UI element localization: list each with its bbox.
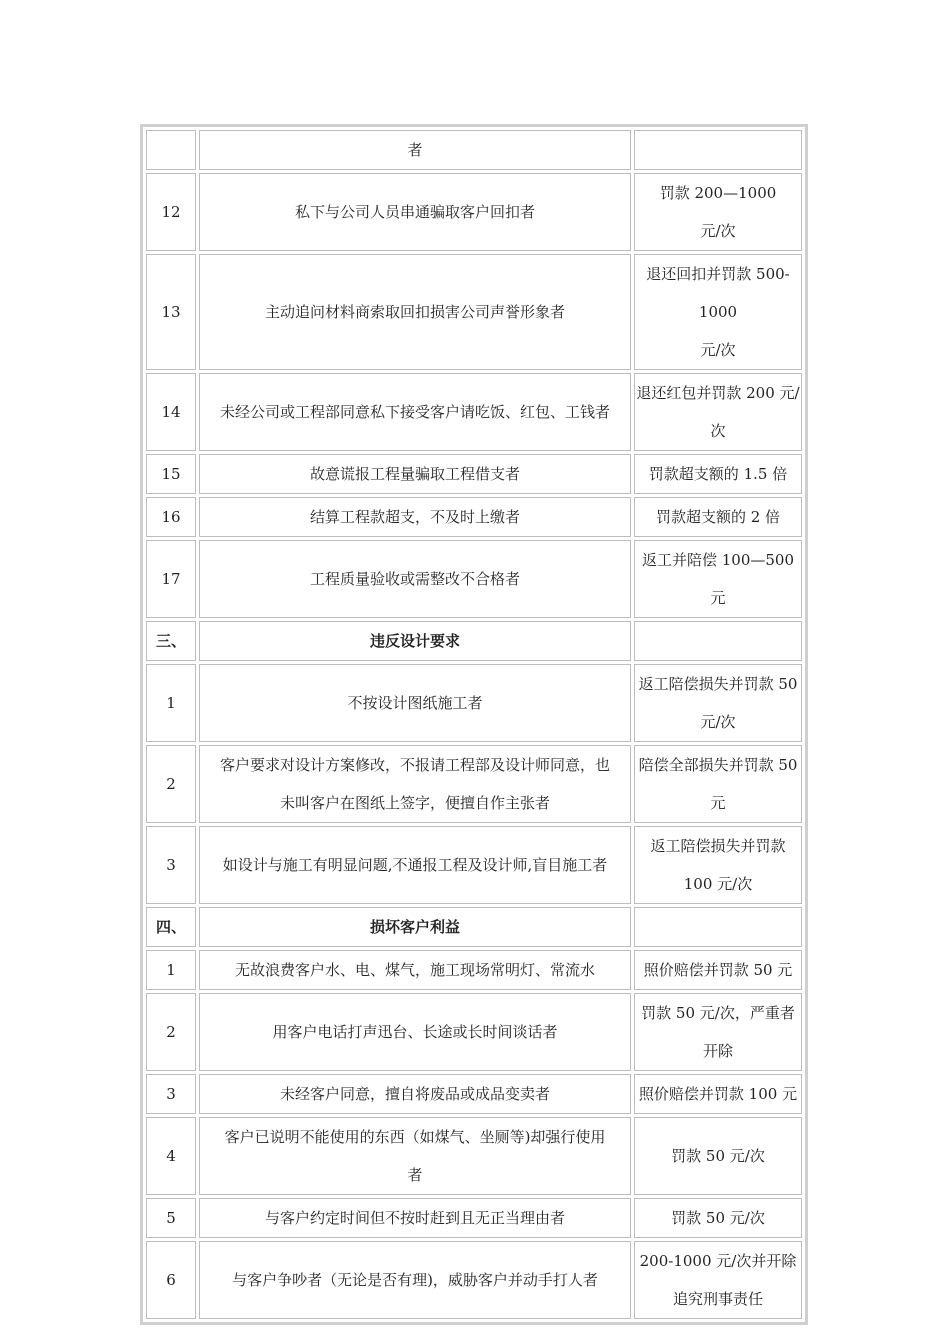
table-row [146, 993, 802, 1071]
violation-description [199, 254, 631, 370]
item-number [146, 130, 196, 170]
item-number: 13 [146, 254, 196, 370]
violation-description [199, 664, 631, 742]
penalty-line: 元/次 [700, 222, 736, 240]
penalty-line: 200-1000 元/次并开除 [639, 1252, 797, 1270]
item-number: 3 [146, 1074, 196, 1114]
penalty-cell [634, 745, 802, 823]
penalty-cell [634, 254, 802, 370]
penalty-cell [634, 130, 802, 170]
description-line: 未经客户同意，擅自将废品或成品变卖者 [279, 1085, 550, 1103]
penalty-cell [634, 826, 802, 904]
table-row [146, 130, 802, 170]
penalty-line: 元 [710, 794, 726, 812]
section-title [199, 621, 631, 661]
penalty-cell [634, 454, 802, 494]
description-line: 与客户约定时间但不按时赶到且无正当理由者 [264, 1209, 565, 1227]
violation-description [199, 130, 631, 170]
penalty-line: 开除 [702, 1042, 733, 1060]
penalty-line: 返工并陪偿 100—500 元 [641, 551, 795, 607]
penalty-cell [634, 1198, 802, 1238]
penalty-line: 罚款 50 元/次 [671, 1209, 765, 1227]
table-row [146, 1117, 802, 1195]
description-line: 工程质量验收或需整改不合格者 [309, 570, 520, 588]
penalty-line: 照价赔偿并罚款 50 元 [643, 961, 793, 979]
item-number: 2 [146, 745, 196, 823]
description-line: 未经公司或工程部同意私下接受客户请吃饭、红包、工钱者 [219, 403, 610, 421]
item-number: 16 [146, 497, 196, 537]
penalty-line: 返工陪偿损失并罚款 50 [638, 675, 798, 693]
item-number: 6 [146, 1241, 196, 1319]
table-row [146, 745, 802, 823]
penalty-line: 罚款 200—1000 [659, 184, 777, 202]
penalty-cell [634, 950, 802, 990]
penalty-line: 陪偿全部损失并罚款 50 [638, 756, 798, 774]
violation-description [199, 1198, 631, 1238]
penalty-cell [634, 1117, 802, 1195]
penalty-cell [634, 540, 802, 618]
penalty-line: 元/次 [700, 713, 736, 731]
item-number: 3 [146, 826, 196, 904]
description-line: 故意谎报工程量骗取工程借支者 [309, 465, 520, 483]
table-row [146, 173, 802, 251]
penalty-table-body [146, 130, 802, 1319]
table-row [146, 1074, 802, 1114]
item-number: 5 [146, 1198, 196, 1238]
penalty-cell [634, 1074, 802, 1114]
violation-description [199, 745, 631, 823]
description-line: 无故浪费客户水、电、煤气，施工现场常明灯、常流水 [234, 961, 595, 979]
violation-description [199, 826, 631, 904]
item-number: 14 [146, 373, 196, 451]
description-line: 客户要求对设计方案修改，不报请工程部及设计师同意，也 [219, 756, 610, 774]
penalty-cell [634, 664, 802, 742]
violation-description [199, 1074, 631, 1114]
description-line: 者 [407, 141, 423, 159]
penalty-cell [634, 1241, 802, 1319]
violation-description [199, 540, 631, 618]
description-line: 如设计与施工有明显问题,不通报工程及设计师,盲目施工者 [222, 856, 608, 874]
table-row [146, 540, 802, 618]
penalty-cell [634, 621, 802, 661]
description-line: 客户已说明不能使用的东西（如煤气、坐厕等)却强行使用 [224, 1128, 606, 1146]
violation-description [199, 950, 631, 990]
penalty-cell [634, 497, 802, 537]
penalty-line: 罚款 50 元/次 [671, 1147, 765, 1165]
description-line: 私下与公司人员串通骗取客户回扣者 [294, 203, 535, 221]
section-title [199, 907, 631, 947]
violation-description [199, 454, 631, 494]
item-number: 12 [146, 173, 196, 251]
penalty-line: 罚款超支额的 1.5 倍 [648, 465, 788, 483]
description-line: 主动追问材料商索取回扣损害公司声誉形象者 [264, 303, 565, 321]
description-line: 用客户电话打声迅台、长途或长时间谈话者 [272, 1023, 558, 1041]
description-line: 违反设计要求 [369, 632, 460, 650]
table-row [146, 826, 802, 904]
item-number: 17 [146, 540, 196, 618]
description-line: 未叫客户在图纸上签字，便擅自作主张者 [279, 794, 550, 812]
penalty-line: 元/次 [700, 341, 736, 359]
table-row [146, 454, 802, 494]
penalty-line: 返工陪偿损失并罚款 [650, 837, 786, 855]
table-row [146, 950, 802, 990]
section-header-row [146, 621, 802, 661]
description-line: 结算工程款超支，不及时上缴者 [309, 508, 520, 526]
violation-description [199, 497, 631, 537]
violation-description [199, 1117, 631, 1195]
penalty-cell [634, 173, 802, 251]
violation-description [199, 173, 631, 251]
item-number: 15 [146, 454, 196, 494]
penalty-cell [634, 373, 802, 451]
violation-description [199, 1241, 631, 1319]
description-line: 不按设计图纸施工者 [347, 694, 483, 712]
penalty-cell [634, 993, 802, 1071]
section-header-row [146, 907, 802, 947]
penalty-line: 次 [710, 422, 726, 440]
violation-description [199, 993, 631, 1071]
description-line: 损坏客户利益 [369, 918, 460, 936]
penalty-cell [634, 907, 802, 947]
item-number: 2 [146, 993, 196, 1071]
description-line: 与客户争吵者（无论是否有理)，威胁客户并动手打人者 [232, 1271, 598, 1289]
description-line: 者 [407, 1166, 423, 1184]
item-number: 4 [146, 1117, 196, 1195]
penalty-line: 罚款超支额的 2 倍 [655, 508, 781, 526]
penalty-line: 退还红包并罚款 200 元/ [636, 384, 800, 402]
penalty-line: 追究刑事责任 [672, 1290, 763, 1308]
section-number: 四、 [146, 907, 196, 947]
table-row [146, 1198, 802, 1238]
penalty-line: 1000 [698, 303, 738, 321]
table-row [146, 254, 802, 370]
penalty-table [140, 124, 808, 1325]
table-row [146, 373, 802, 451]
table-row [146, 664, 802, 742]
section-number: 三、 [146, 621, 196, 661]
penalty-line: 照价赔偿并罚款 100 元 [638, 1085, 798, 1103]
penalty-line: 罚款 50 元/次，严重者 [641, 1004, 795, 1022]
item-number: 1 [146, 950, 196, 990]
violation-description [199, 373, 631, 451]
penalty-line: 100 元/次 [683, 875, 753, 893]
item-number: 1 [146, 664, 196, 742]
table-row [146, 1241, 802, 1319]
penalty-line: 退还回扣并罚款 500- [646, 265, 790, 283]
table-row [146, 497, 802, 537]
